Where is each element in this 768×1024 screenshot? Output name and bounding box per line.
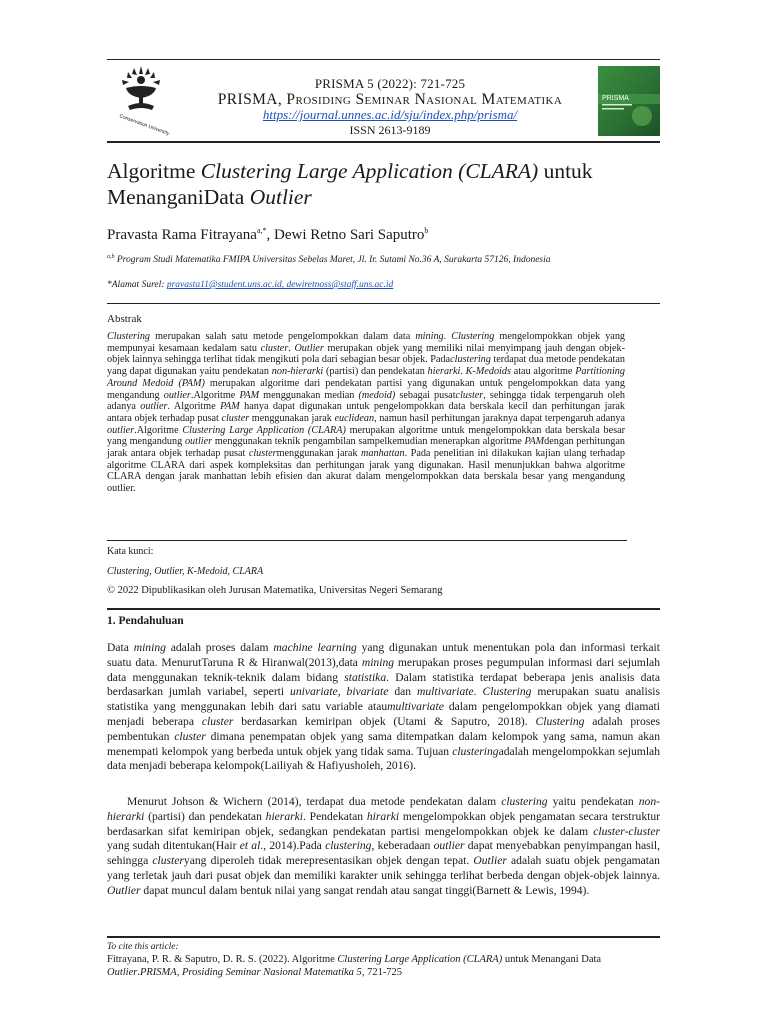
text-run: cluster xyxy=(248,448,277,460)
text-run: adalah proses pembentukan xyxy=(107,714,660,743)
text-run: dapat muncul dalam bentuk nilai yang sangat rendah atau sangat tinggi(Barnett & Lewis, 1994). xyxy=(140,883,590,897)
text-run: mengelompokkan objek pengamatan secara terstruktur berdasarkan sifat kemiripan objek, sedangkan pendekatan partisi mengelompokkan objek ke dalam xyxy=(107,809,660,838)
paper-title: Algoritme Clustering Large Application (CLARA) untuk MenanganiData Outlier xyxy=(107,159,593,209)
text-run: manhattan xyxy=(361,448,405,460)
text-run: . xyxy=(460,366,466,378)
text-run: .Algoritme xyxy=(134,424,183,436)
text-run: Clustering Large Application (CLARA) xyxy=(182,424,346,436)
header-top-rule xyxy=(107,59,660,60)
text-run: merupakan algoritme dari pendekatan partisi yang digunakan untuk pengelompokkan data yang mengandung xyxy=(107,377,625,401)
text-run: yang digunakan untuk menentukan pola dan informasi terkait suatu data. MenurutTaruna R & Hiranwal(2013),data xyxy=(107,641,660,669)
text-run: merupakan algoritme untuk mengelompokkan data berskala besar yang mengandung xyxy=(107,424,625,448)
abstract-heading: Abstrak xyxy=(107,313,142,325)
journal-cover-image xyxy=(598,66,660,136)
text-run: mengelompokkan objek yang mempunyai kesamaan kedalam satu xyxy=(107,331,626,354)
text-run: non-hierarki xyxy=(271,366,324,378)
text-run: , 721-725 xyxy=(361,966,403,978)
abstract-top-rule xyxy=(107,303,660,304)
intro-paragraph-2 xyxy=(107,795,660,899)
text-run: cluster xyxy=(221,412,250,424)
text-run: terdapat dua metode pendekatan yang dapat digunakan yaitu pendekatan xyxy=(107,354,625,378)
journal-url-link[interactable]: https://journal.unnes.ac.id/sju/index.php/prisma/ xyxy=(262,107,518,122)
text-run: clustering xyxy=(325,839,372,853)
text-run: hirarki xyxy=(366,809,400,823)
text-run: menggunakan median xyxy=(259,389,359,401)
text-run: untuk Menangani Data xyxy=(502,954,602,965)
text-run: merupakan proses pegumpulan informasi dari sejumlah data menggunakan teknik-teknik dalam bidang xyxy=(107,655,660,684)
text-run: Outlier xyxy=(107,883,141,897)
text-run: . xyxy=(288,342,295,354)
author-list: Pravasta Rama Fitrayana$^{a,*}$, Dewi Retno Sari Saputro$^b$ xyxy=(107,226,429,243)
footer-rule xyxy=(107,936,660,938)
text-run: . xyxy=(137,966,140,978)
text-run: Outlier xyxy=(107,966,138,978)
abstract-bottom-rule xyxy=(107,540,627,541)
text-run: (partisi) dan pendekatan xyxy=(144,809,266,823)
text-run: adalah mengelompokkan sejumlah data menjadi beberapa kelompok(Lailiyah & Hafiyusholeh, 2016). xyxy=(107,744,660,773)
author-2: , Dewi Retno Sari Saputro xyxy=(266,227,425,243)
text-run: cluster xyxy=(455,389,484,401)
text-run: mining xyxy=(361,655,395,669)
journal-volume: PRISMA 5 (2022): 721-725 xyxy=(314,76,466,91)
text-run: dengan perhitungan jarak antara objek terhadap pusat xyxy=(107,436,625,460)
text-run: adalah suatu objek pengamatan yang terletak jauh dari pusat objek dan memiliki karakter unik sehingga terlihat berbeda dengan objek-objek lainnya. xyxy=(107,854,660,882)
text-run: Clustering xyxy=(482,685,532,699)
abstract-text xyxy=(107,331,625,495)
text-run: (partisi) dan pendekatan xyxy=(323,366,428,378)
text-run: . xyxy=(443,331,452,342)
text-run: Clustering xyxy=(451,331,495,342)
text-run: mining xyxy=(415,331,444,342)
svg-text:Conservation University: Conservation University xyxy=(118,113,171,137)
text-run: univariate, bivariate xyxy=(290,685,389,699)
corresponding-email: *Alamat Surel: pravasta11@student.uns.ac.id, dewiretnoss@staff.uns.ac.id xyxy=(107,280,394,290)
keywords: Clustering, Outlier, K-Medoid, CLARA xyxy=(107,566,264,577)
text-run: sebagai pusat xyxy=(395,389,456,401)
text-run: dalam pengelompokkan objek yang diamati menjadi beberapa xyxy=(107,700,660,728)
text-run: PAM xyxy=(220,401,240,413)
text-run: outlier xyxy=(140,401,168,413)
text-run: .Algoritme xyxy=(190,389,240,401)
text-run: multivariate xyxy=(387,700,444,714)
author-1: Pravasta Rama Fitrayana xyxy=(107,227,257,243)
text-run: cluster-cluster xyxy=(593,824,660,838)
text-run: outlier xyxy=(433,839,465,853)
text-run: Outlier xyxy=(473,854,507,868)
university-logo-icon xyxy=(118,66,171,137)
email-link[interactable]: pravasta11@student.uns.ac.id, dewiretnoss@staff.uns.ac.id xyxy=(166,280,394,290)
text-run: statistika xyxy=(344,670,387,684)
text-run: non-hierarki xyxy=(107,795,660,823)
text-run: adalah proses dalam xyxy=(165,641,274,654)
section-heading: 1. Pendahuluan xyxy=(107,615,184,627)
text-run: , sehingga tidak terpengaruh oleh adanya xyxy=(107,389,626,413)
affiliation: $^{a,b}$ Program Studi Matematika FMIPA Universitas Sebelas Maret, Jl. Ir. Sutami No.36 A, Surakarta 57126, Indonesia xyxy=(107,254,551,266)
text-run: Menurut Johson & Wichern (2014), terdapat dua metode pendekatan dalam xyxy=(127,795,502,808)
text-run: menggunakan jarak xyxy=(249,412,335,424)
text-run: PAM xyxy=(524,436,545,448)
text-run: menggunakan teknik pengambilan sampelkemudian menerapkan algoritme xyxy=(212,436,525,448)
text-run: multivariate xyxy=(416,685,474,699)
copyright-notice: © 2022 Dipublikasikan oleh Jurusan Matematika, Universitas Negeri Semarang xyxy=(107,585,443,596)
text-run: K-Medoids xyxy=(465,366,511,378)
text-run: clustering xyxy=(450,354,491,366)
university-logo xyxy=(118,66,171,137)
text-run: PRISMA, Prosiding Seminar Nasional Matematika 5 xyxy=(139,966,362,978)
text-run: . Pada penelitian ini dilakukan kajian ulang terhadap algoritme CLARA dari aspek kompleksitas dan perhitungan jarak yang digunakan. Hasil menunjukkan bahwa algoritme CLARA dengan jarak manhattan lebih efisien dan akurat dalam mengelompokkan data berskala besar yang mengandung outlier. xyxy=(107,448,625,495)
text-run: outlier xyxy=(163,389,191,401)
text-run: dapat menyebabkan penyimpangan hasil, sehingga xyxy=(107,839,660,868)
text-run: , keberadaan xyxy=(371,839,434,853)
text-run: cluster xyxy=(201,714,234,728)
text-run: berdasarkan kemiripan objek (Utami & Saputro, 2018). xyxy=(233,714,536,728)
section-rule xyxy=(107,608,660,610)
text-run: Partitioning Around Medoid (PAM) xyxy=(107,366,625,389)
text-run: mining xyxy=(133,641,166,654)
text-run: et al xyxy=(239,839,261,853)
text-run: dimana penempatan objek yang sama ditempatkan dalam kelompok yang sama, namun akan menempati kelompok yang berbeda untuk objek yang tidak sama. Tujuan xyxy=(107,729,660,758)
text-run: Clustering xyxy=(535,714,585,728)
text-run: cluster xyxy=(174,729,206,743)
text-run: Fitrayana, P. R. & Saputro, D. R. S. (2022). Algoritme xyxy=(107,954,338,965)
text-run: euclidean xyxy=(334,412,375,424)
journal-name: PRISMA, Prosiding Seminar Nasional Matematika xyxy=(217,91,563,108)
text-run: dan xyxy=(388,685,417,699)
text-run: PAM xyxy=(239,389,260,401)
text-run: . xyxy=(473,685,483,699)
text-run: cluster xyxy=(152,854,184,868)
text-run: hanya dapat digunakan untuk pengelompokkan data berskala kecil dan perhitungan jarak antara objek terhadap pusat xyxy=(107,401,625,424)
text-run: cluster xyxy=(260,342,289,354)
journal-cover xyxy=(598,66,660,136)
text-run: yang diperoleh tidak merepresentasikan objek dengan tepat. xyxy=(183,854,474,868)
text-run: Clustering Large Application (CLARA) xyxy=(337,954,503,965)
text-run: (medoid) xyxy=(358,389,396,401)
journal-issn: ISSN 2613-9189 xyxy=(349,123,431,137)
text-run: ., 2014).Pada xyxy=(260,839,326,853)
text-run: . Dalam statistika terdapat beberapa jenis analisis data berdasarkan jumlah variabel, seperti xyxy=(107,670,660,699)
text-run: yaitu pendekatan xyxy=(547,795,639,808)
text-run: outlier xyxy=(107,424,135,436)
text-run: menggunakan jarak xyxy=(276,448,362,460)
text-run: merupakan suatu analisis statistika yang menggunakan lebih dari satu variable atau xyxy=(107,685,660,714)
cover-title: PRISMA xyxy=(602,95,629,102)
citation-text xyxy=(107,954,660,979)
text-run: . Pendekatan xyxy=(303,809,367,823)
text-run: Clustering xyxy=(107,331,151,342)
journal-url-line xyxy=(170,107,610,123)
text-run: clustering xyxy=(501,795,548,808)
text-run: Data xyxy=(107,641,134,654)
text-run: hierarki xyxy=(265,809,303,823)
intro-paragraph-1 xyxy=(107,641,660,774)
text-run: yang sudah ditentukan(Hair xyxy=(107,839,240,853)
text-run: , namun hasil perhitungan jaraknya dapat terpengaruh adanya xyxy=(374,412,625,424)
header-bottom-rule xyxy=(107,141,660,143)
text-run: merupakan objek yang memiliki nilai menyimpang jauh dengan objek-objek lainnya sehingga terlihat tidak mengikuti pola dari sebagian besar objek. Pada xyxy=(107,342,626,366)
text-run: Outlier xyxy=(294,342,324,354)
text-run: merupakan salah satu metode pengelompokkan dalam data xyxy=(150,331,416,342)
keywords-heading: Kata kunci: xyxy=(107,546,154,557)
text-run: hierarki xyxy=(427,366,461,378)
text-run: clustering xyxy=(452,744,499,758)
text-run: atau algoritme xyxy=(510,366,576,378)
text-run: outlier xyxy=(184,436,213,448)
cite-heading: To cite this article: xyxy=(107,942,179,952)
text-run: . Algoritme xyxy=(167,401,221,413)
text-run: machine learning xyxy=(273,641,357,654)
